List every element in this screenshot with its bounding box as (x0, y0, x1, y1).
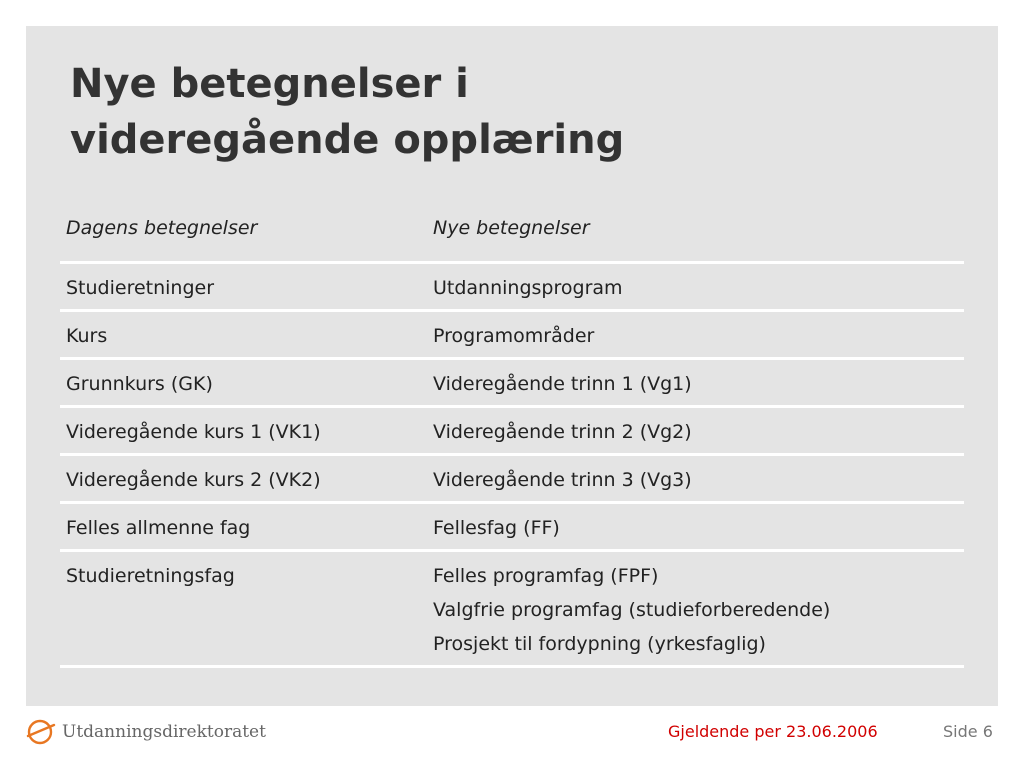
slide-title-line-2: videregående opplæring (70, 117, 625, 163)
column-header-new: Nye betegnelser (433, 217, 590, 239)
slide-title (70, 56, 970, 168)
utdanningsdirektoratet-logo-icon (26, 717, 56, 747)
old-term-cell: Studieretninger (66, 277, 215, 299)
terminology-table (60, 203, 964, 668)
old-term-cell: Grunnkurs (GK) (66, 373, 213, 395)
page-number: Side 6 (943, 722, 993, 741)
footer-logo (26, 716, 266, 748)
table-row (60, 455, 964, 503)
new-term-cell: Videregående trinn 2 (Vg2) (433, 421, 692, 443)
new-term-cell: Programområder (433, 325, 595, 347)
logo-text: Utdanningsdirektoratet (62, 722, 266, 742)
old-term-cell: Videregående kurs 1 (VK1) (66, 421, 321, 443)
new-term-cell: Videregående trinn 3 (Vg3) (433, 469, 692, 491)
new-term-cell (427, 551, 964, 667)
new-term-cell: Utdanningsprogram (433, 277, 623, 299)
table-header-row (60, 203, 964, 263)
old-term-cell: Kurs (66, 325, 108, 347)
new-term-cell: Videregående trinn 1 (Vg1) (433, 373, 692, 395)
new-term-cell: Fellesfag (FF) (433, 517, 560, 539)
table-row (60, 503, 964, 551)
old-term-cell: Felles allmenne fag (66, 517, 251, 539)
table-row (60, 311, 964, 359)
new-term-line: Prosjekt til fordypning (yrkesfaglig) (433, 633, 766, 655)
table-row (60, 551, 964, 667)
new-term-line: Felles programfag (FPF) (433, 565, 659, 587)
table-row (60, 263, 964, 311)
old-term-cell: Videregående kurs 2 (VK2) (66, 469, 321, 491)
table-row (60, 359, 964, 407)
new-term-line: Valgfrie programfag (studieforberedende) (433, 599, 831, 621)
table-row (60, 407, 964, 455)
old-term-cell: Studieretningsfag (66, 565, 235, 587)
column-header-old: Dagens betegnelser (66, 217, 258, 239)
valid-date: Gjeldende per 23.06.2006 (668, 722, 878, 741)
slide-title-line-1: Nye betegnelser i (70, 61, 469, 107)
